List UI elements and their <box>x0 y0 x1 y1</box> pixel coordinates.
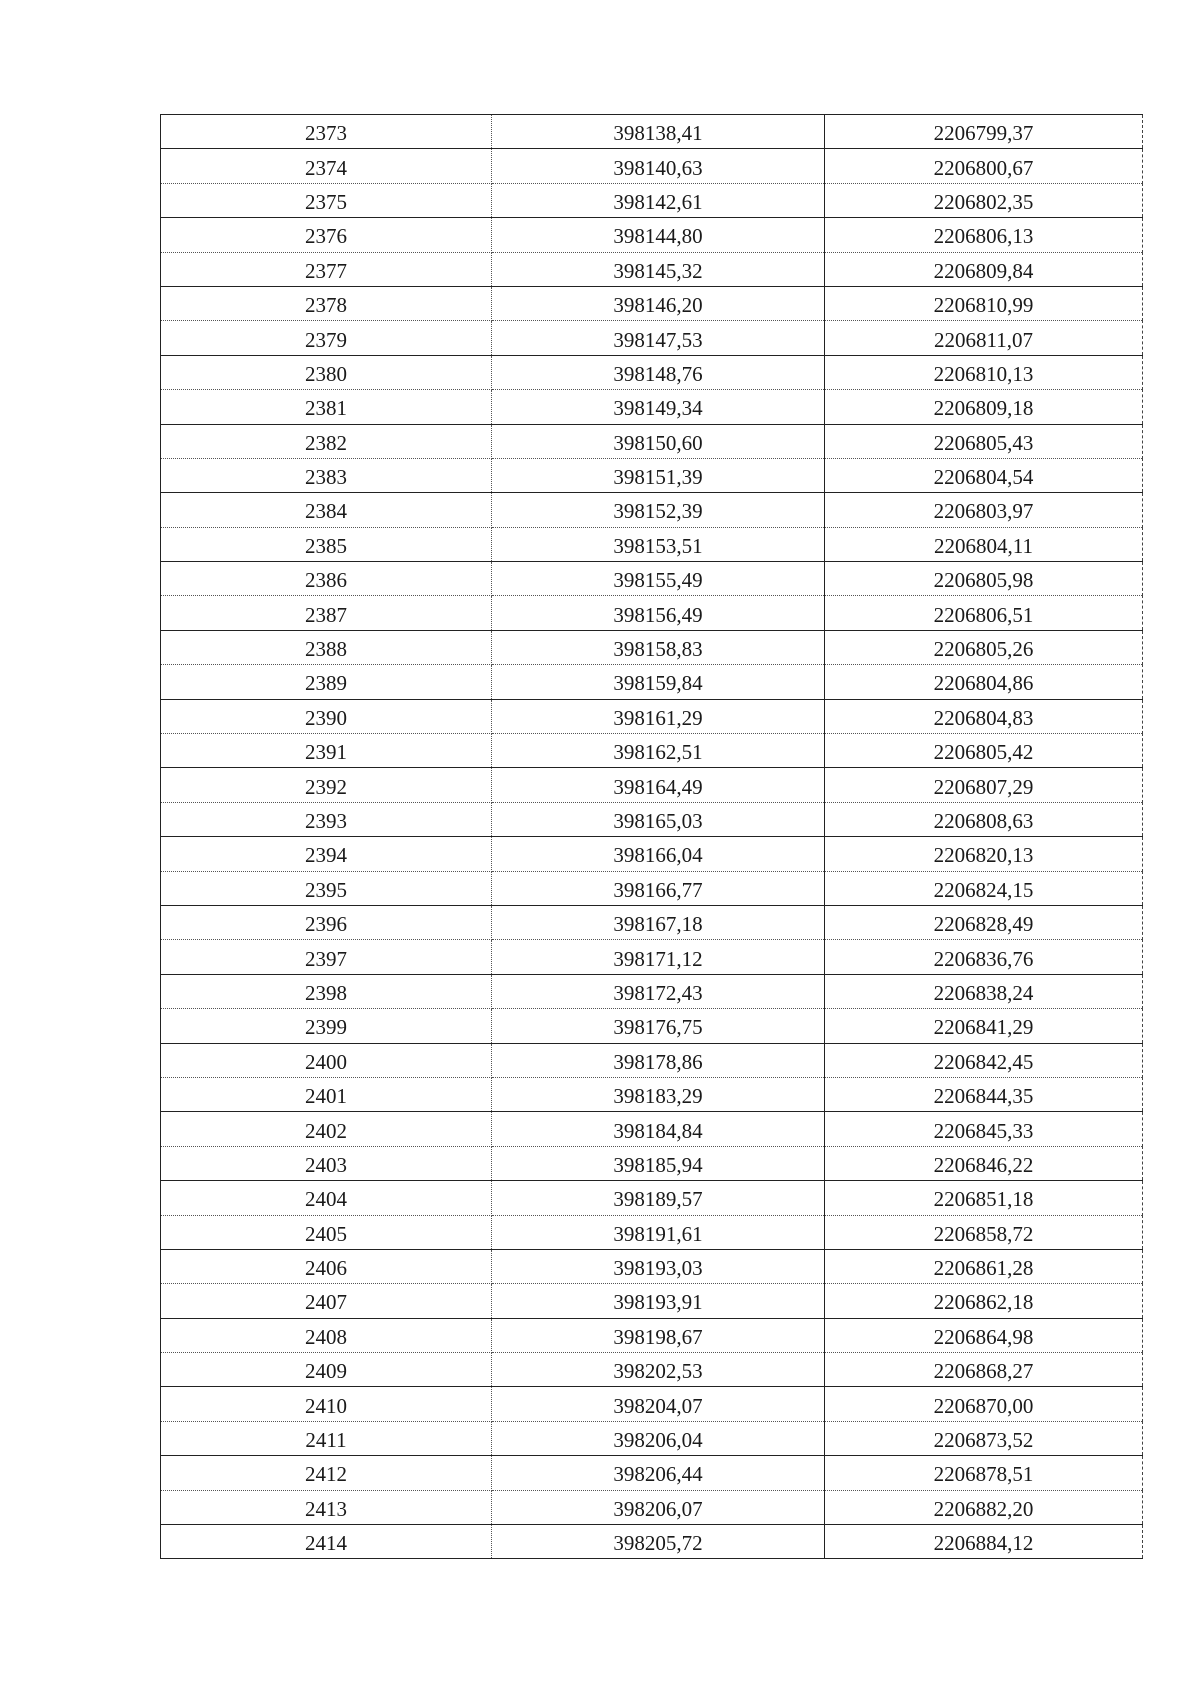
cell-text: 398176,75 <box>613 1015 703 1040</box>
cell-text: 2206836,76 <box>933 946 1034 971</box>
cell-text: 398189,57 <box>613 1187 703 1212</box>
table-row <box>161 974 1143 1008</box>
x-coordinate-cell <box>492 734 825 768</box>
cell-text: 2206844,35 <box>933 1084 1034 1109</box>
cell-text: 2206861,28 <box>933 1256 1034 1281</box>
cell-text: 398164,49 <box>613 774 703 799</box>
point-number-cell <box>161 1387 492 1421</box>
cell-text: 2395 <box>305 877 347 902</box>
table-row <box>161 321 1143 355</box>
x-coordinate-cell <box>492 940 825 974</box>
cell-text: 2389 <box>305 671 347 696</box>
cell-text: 2373 <box>305 121 347 146</box>
cell-text: 2206799,37 <box>933 121 1034 146</box>
point-number-cell <box>161 321 492 355</box>
cell-text: 2206811,07 <box>934 327 1033 352</box>
y-coordinate-cell <box>825 1284 1143 1318</box>
cell-text: 2384 <box>305 499 347 524</box>
point-number-cell <box>161 149 492 183</box>
cell-text: 2401 <box>305 1084 347 1109</box>
cell-text: 2405 <box>305 1221 347 1246</box>
cell-text: 398202,53 <box>613 1359 703 1384</box>
cell-text: 2410 <box>305 1393 347 1418</box>
point-number-cell <box>161 905 492 939</box>
y-coordinate-cell <box>825 286 1143 320</box>
table-row <box>161 1525 1143 1559</box>
table-row <box>161 1421 1143 1455</box>
point-number-cell <box>161 665 492 699</box>
point-number-cell <box>161 252 492 286</box>
cell-text: 2206806,51 <box>933 602 1034 627</box>
table-row <box>161 1249 1143 1283</box>
cell-text: 398155,49 <box>613 568 703 593</box>
point-number-cell <box>161 424 492 458</box>
cell-text: 2206804,11 <box>934 533 1033 558</box>
cell-text: 2400 <box>305 1049 347 1074</box>
cell-text: 398153,51 <box>613 533 703 558</box>
cell-text: 2206870,00 <box>933 1393 1034 1418</box>
cell-text: 2406 <box>305 1256 347 1281</box>
cell-text: 2206809,84 <box>933 258 1034 283</box>
cell-text: 2414 <box>305 1531 347 1556</box>
x-coordinate-cell <box>492 1043 825 1077</box>
y-coordinate-cell <box>825 1456 1143 1490</box>
cell-text: 2382 <box>305 430 347 455</box>
cell-text: 2386 <box>305 568 347 593</box>
x-coordinate-cell <box>492 974 825 1008</box>
table-row <box>161 1043 1143 1077</box>
point-number-cell <box>161 734 492 768</box>
table-row <box>161 527 1143 561</box>
cell-text: 2396 <box>305 912 347 937</box>
y-coordinate-cell <box>825 1421 1143 1455</box>
point-number-cell <box>161 802 492 836</box>
y-coordinate-cell <box>825 1077 1143 1111</box>
x-coordinate-cell <box>492 802 825 836</box>
y-coordinate-cell <box>825 1318 1143 1352</box>
cell-text: 2206804,54 <box>933 465 1034 490</box>
y-coordinate-cell <box>825 802 1143 836</box>
y-coordinate-cell <box>825 871 1143 905</box>
cell-text: 398144,80 <box>613 224 703 249</box>
x-coordinate-cell <box>492 1009 825 1043</box>
cell-text: 2206842,45 <box>933 1049 1034 1074</box>
point-number-cell <box>161 1353 492 1387</box>
cell-text: 2206878,51 <box>933 1462 1034 1487</box>
table-row <box>161 665 1143 699</box>
y-coordinate-cell <box>825 1387 1143 1421</box>
cell-text: 2388 <box>305 637 347 662</box>
cell-text: 2377 <box>305 258 347 283</box>
y-coordinate-cell <box>825 527 1143 561</box>
point-number-cell <box>161 699 492 733</box>
x-coordinate-cell <box>492 390 825 424</box>
x-coordinate-cell <box>492 183 825 217</box>
cell-text: 2378 <box>305 293 347 318</box>
y-coordinate-cell <box>825 1181 1143 1215</box>
y-coordinate-cell <box>825 1525 1143 1559</box>
y-coordinate-cell <box>825 940 1143 974</box>
point-number-cell <box>161 458 492 492</box>
point-number-cell <box>161 1215 492 1249</box>
table-row <box>161 768 1143 802</box>
x-coordinate-cell <box>492 1456 825 1490</box>
point-number-cell <box>161 1249 492 1283</box>
cell-text: 2206858,72 <box>933 1221 1034 1246</box>
cell-text: 2407 <box>305 1290 347 1315</box>
cell-text: 398166,77 <box>613 877 703 902</box>
cell-text: 398193,03 <box>613 1256 703 1281</box>
cell-text: 398193,91 <box>613 1290 703 1315</box>
x-coordinate-cell <box>492 768 825 802</box>
table-row <box>161 1077 1143 1111</box>
cell-text: 2411 <box>305 1428 347 1453</box>
cell-text: 2206851,18 <box>933 1187 1034 1212</box>
point-number-cell <box>161 974 492 1008</box>
table-row <box>161 630 1143 664</box>
y-coordinate-cell <box>825 321 1143 355</box>
y-coordinate-cell <box>825 218 1143 252</box>
table-row <box>161 1146 1143 1180</box>
y-coordinate-cell <box>825 768 1143 802</box>
y-coordinate-cell <box>825 1146 1143 1180</box>
table-row <box>161 1490 1143 1524</box>
table-row <box>161 252 1143 286</box>
y-coordinate-cell <box>825 665 1143 699</box>
table-row <box>161 149 1143 183</box>
point-number-cell <box>161 1146 492 1180</box>
point-number-cell <box>161 1456 492 1490</box>
coordinates-table <box>160 114 1143 1559</box>
cell-text: 398185,94 <box>613 1152 703 1177</box>
cell-text: 2413 <box>305 1496 347 1521</box>
cell-text: 398142,61 <box>613 189 703 214</box>
cell-text: 398191,61 <box>613 1221 703 1246</box>
cell-text: 2404 <box>305 1187 347 1212</box>
table-row <box>161 183 1143 217</box>
table-row <box>161 1181 1143 1215</box>
x-coordinate-cell <box>492 1318 825 1352</box>
cell-text: 2206809,18 <box>933 396 1034 421</box>
cell-text: 2206882,20 <box>933 1496 1034 1521</box>
point-number-cell <box>161 390 492 424</box>
x-coordinate-cell <box>492 1387 825 1421</box>
x-coordinate-cell <box>492 424 825 458</box>
point-number-cell <box>161 596 492 630</box>
point-number-cell <box>161 115 492 149</box>
table-row <box>161 424 1143 458</box>
cell-text: 398204,07 <box>613 1393 703 1418</box>
cell-text: 2206805,26 <box>933 637 1034 662</box>
y-coordinate-cell <box>825 1009 1143 1043</box>
table-row <box>161 905 1143 939</box>
cell-text: 398146,20 <box>613 293 703 318</box>
cell-text: 2408 <box>305 1324 347 1349</box>
coordinates-table-body <box>161 115 1143 1559</box>
cell-text: 2206862,18 <box>933 1290 1034 1315</box>
cell-text: 2206864,98 <box>933 1324 1034 1349</box>
point-number-cell <box>161 1077 492 1111</box>
y-coordinate-cell <box>825 115 1143 149</box>
cell-text: 2398 <box>305 980 347 1005</box>
cell-text: 2206824,15 <box>933 877 1034 902</box>
cell-text: 2206800,67 <box>933 155 1034 180</box>
y-coordinate-cell <box>825 630 1143 664</box>
cell-text: 2397 <box>305 946 347 971</box>
y-coordinate-cell <box>825 183 1143 217</box>
table-row <box>161 699 1143 733</box>
cell-text: 398158,83 <box>613 637 703 662</box>
table-row <box>161 390 1143 424</box>
y-coordinate-cell <box>825 974 1143 1008</box>
cell-text: 2206838,24 <box>933 980 1034 1005</box>
cell-text: 2206841,29 <box>933 1015 1034 1040</box>
cell-text: 398172,43 <box>613 980 703 1005</box>
table-row <box>161 837 1143 871</box>
table-row <box>161 355 1143 389</box>
cell-text: 2390 <box>305 705 347 730</box>
cell-text: 2206802,35 <box>933 189 1034 214</box>
y-coordinate-cell <box>825 734 1143 768</box>
table-row <box>161 1215 1143 1249</box>
x-coordinate-cell <box>492 1525 825 1559</box>
table-row <box>161 115 1143 149</box>
cell-text: 398148,76 <box>613 361 703 386</box>
table-row <box>161 218 1143 252</box>
point-number-cell <box>161 218 492 252</box>
cell-text: 2381 <box>305 396 347 421</box>
table-row <box>161 596 1143 630</box>
cell-text: 2379 <box>305 327 347 352</box>
table-row <box>161 1318 1143 1352</box>
cell-text: 2206808,63 <box>933 809 1034 833</box>
point-number-cell <box>161 837 492 871</box>
table-row <box>161 562 1143 596</box>
y-coordinate-cell <box>825 837 1143 871</box>
x-coordinate-cell <box>492 1181 825 1215</box>
cell-text: 398156,49 <box>613 602 703 627</box>
table-row <box>161 871 1143 905</box>
cell-text: 2206810,13 <box>933 361 1034 386</box>
x-coordinate-cell <box>492 1215 825 1249</box>
y-coordinate-cell <box>825 390 1143 424</box>
cell-text: 398205,72 <box>613 1531 703 1556</box>
cell-text: 398171,12 <box>613 946 703 971</box>
point-number-cell <box>161 1181 492 1215</box>
point-number-cell <box>161 1112 492 1146</box>
point-number-cell <box>161 527 492 561</box>
y-coordinate-cell <box>825 905 1143 939</box>
table-row <box>161 493 1143 527</box>
x-coordinate-cell <box>492 837 825 871</box>
table-row <box>161 1353 1143 1387</box>
y-coordinate-cell <box>825 458 1143 492</box>
cell-text: 2403 <box>305 1152 347 1177</box>
y-coordinate-cell <box>825 1215 1143 1249</box>
x-coordinate-cell <box>492 458 825 492</box>
table-row <box>161 1009 1143 1043</box>
point-number-cell <box>161 1043 492 1077</box>
x-coordinate-cell <box>492 905 825 939</box>
cell-text: 2376 <box>305 224 347 249</box>
cell-text: 2392 <box>305 774 347 799</box>
x-coordinate-cell <box>492 1146 825 1180</box>
point-number-cell <box>161 1525 492 1559</box>
cell-text: 398183,29 <box>613 1084 703 1109</box>
table-row <box>161 1456 1143 1490</box>
cell-text: 2206804,83 <box>933 705 1034 730</box>
cell-text: 2380 <box>305 361 347 386</box>
cell-text: 2206807,29 <box>933 774 1034 799</box>
x-coordinate-cell <box>492 630 825 664</box>
y-coordinate-cell <box>825 252 1143 286</box>
x-coordinate-cell <box>492 355 825 389</box>
table-row <box>161 1387 1143 1421</box>
cell-text: 398161,29 <box>613 705 703 730</box>
y-coordinate-cell <box>825 493 1143 527</box>
y-coordinate-cell <box>825 1112 1143 1146</box>
cell-text: 2385 <box>305 533 347 558</box>
cell-text: 2206805,43 <box>933 430 1034 455</box>
x-coordinate-cell <box>492 218 825 252</box>
cell-text: 398140,63 <box>613 155 703 180</box>
y-coordinate-cell <box>825 596 1143 630</box>
cell-text: 2206810,99 <box>933 293 1034 318</box>
cell-text: 2402 <box>305 1118 347 1143</box>
x-coordinate-cell <box>492 1421 825 1455</box>
x-coordinate-cell <box>492 321 825 355</box>
x-coordinate-cell <box>492 1077 825 1111</box>
cell-text: 398138,41 <box>613 121 703 146</box>
cell-text: 2206846,22 <box>933 1152 1034 1177</box>
cell-text: 398151,39 <box>613 465 703 490</box>
y-coordinate-cell <box>825 699 1143 733</box>
cell-text: 398159,84 <box>613 671 703 696</box>
cell-text: 398152,39 <box>613 499 703 524</box>
x-coordinate-cell <box>492 562 825 596</box>
cell-text: 2206845,33 <box>933 1118 1034 1143</box>
cell-text: 2383 <box>305 465 347 490</box>
cell-text: 2206828,49 <box>933 912 1034 937</box>
table-row <box>161 734 1143 768</box>
cell-text: 2374 <box>305 155 347 180</box>
cell-text: 2206805,98 <box>933 568 1034 593</box>
cell-text: 398167,18 <box>613 912 703 937</box>
cell-text: 2206806,13 <box>933 224 1034 249</box>
cell-text: 2412 <box>305 1462 347 1487</box>
point-number-cell <box>161 1421 492 1455</box>
x-coordinate-cell <box>492 665 825 699</box>
x-coordinate-cell <box>492 115 825 149</box>
point-number-cell <box>161 562 492 596</box>
y-coordinate-cell <box>825 562 1143 596</box>
x-coordinate-cell <box>492 699 825 733</box>
y-coordinate-cell <box>825 149 1143 183</box>
cell-text: 2375 <box>305 189 347 214</box>
cell-text: 398147,53 <box>613 327 703 352</box>
table-row <box>161 1112 1143 1146</box>
x-coordinate-cell <box>492 527 825 561</box>
point-number-cell <box>161 630 492 664</box>
y-coordinate-cell <box>825 355 1143 389</box>
point-number-cell <box>161 286 492 320</box>
cell-text: 398162,51 <box>613 740 703 765</box>
x-coordinate-cell <box>492 1353 825 1387</box>
x-coordinate-cell <box>492 149 825 183</box>
y-coordinate-cell <box>825 1249 1143 1283</box>
cell-text: 398184,84 <box>613 1118 703 1143</box>
table-row <box>161 802 1143 836</box>
cell-text: 2206873,52 <box>933 1428 1034 1453</box>
x-coordinate-cell <box>492 252 825 286</box>
point-number-cell <box>161 1284 492 1318</box>
y-coordinate-cell <box>825 1353 1143 1387</box>
cell-text: 398165,03 <box>613 809 703 833</box>
cell-text: 398145,32 <box>613 258 703 283</box>
cell-text: 398166,04 <box>613 843 703 868</box>
cell-text: 2387 <box>305 602 347 627</box>
cell-text: 398178,86 <box>613 1049 703 1074</box>
cell-text: 2399 <box>305 1015 347 1040</box>
cell-text: 398198,67 <box>613 1324 703 1349</box>
cell-text: 2206820,13 <box>933 843 1034 868</box>
point-number-cell <box>161 355 492 389</box>
point-number-cell <box>161 940 492 974</box>
cell-text: 398206,07 <box>613 1496 703 1521</box>
x-coordinate-cell <box>492 1284 825 1318</box>
y-coordinate-cell <box>825 1490 1143 1524</box>
y-coordinate-cell <box>825 1043 1143 1077</box>
cell-text: 2206803,97 <box>933 499 1034 524</box>
cell-text: 2409 <box>305 1359 347 1384</box>
table-row <box>161 940 1143 974</box>
cell-text: 398206,44 <box>613 1462 703 1487</box>
cell-text: 398149,34 <box>613 396 703 421</box>
x-coordinate-cell <box>492 1490 825 1524</box>
table-row <box>161 286 1143 320</box>
cell-text: 2393 <box>305 809 347 833</box>
cell-text: 2206804,86 <box>933 671 1034 696</box>
point-number-cell <box>161 871 492 905</box>
x-coordinate-cell <box>492 1112 825 1146</box>
x-coordinate-cell <box>492 493 825 527</box>
point-number-cell <box>161 1009 492 1043</box>
y-coordinate-cell <box>825 424 1143 458</box>
cell-text: 398206,04 <box>613 1428 703 1453</box>
cell-text: 2206868,27 <box>933 1359 1034 1384</box>
point-number-cell <box>161 493 492 527</box>
x-coordinate-cell <box>492 1249 825 1283</box>
x-coordinate-cell <box>492 286 825 320</box>
point-number-cell <box>161 768 492 802</box>
point-number-cell <box>161 1318 492 1352</box>
table-row <box>161 1284 1143 1318</box>
cell-text: 398150,60 <box>613 430 703 455</box>
table-row <box>161 458 1143 492</box>
x-coordinate-cell <box>492 871 825 905</box>
cell-text: 2206805,42 <box>933 740 1034 765</box>
cell-text: 2391 <box>305 740 347 765</box>
x-coordinate-cell <box>492 596 825 630</box>
cell-text: 2206884,12 <box>933 1531 1034 1556</box>
cell-text: 2394 <box>305 843 347 868</box>
point-number-cell <box>161 1490 492 1524</box>
point-number-cell <box>161 183 492 217</box>
